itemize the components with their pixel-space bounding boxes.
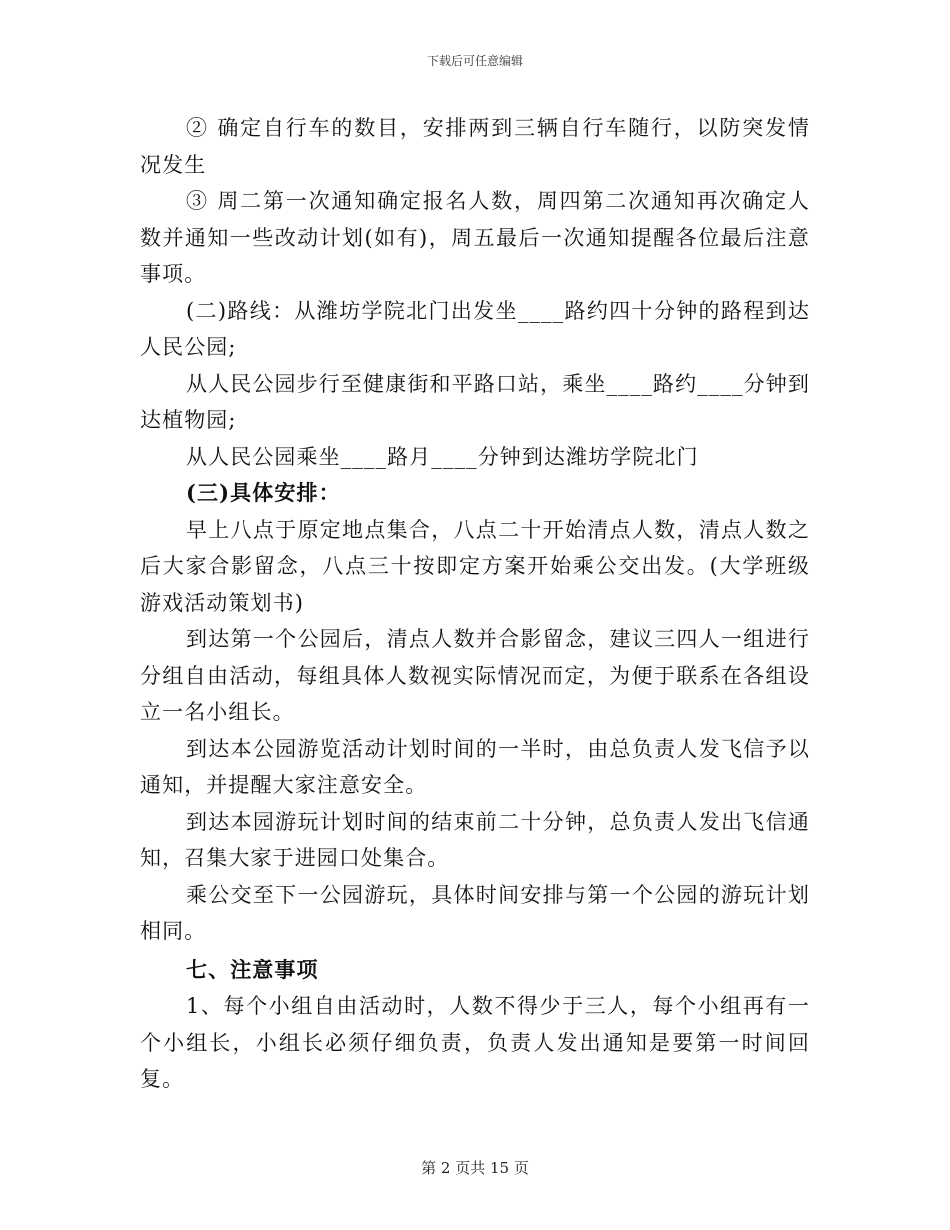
paragraph: ③ 周二第一次通知确定报名人数，周四第二次通知再次确定人数并通知一些改动计划(如有)，周五最后一次通知提醒各位最后注意事项。 <box>140 189 810 286</box>
paragraph: (二)路线：从潍坊学院北门出发坐____路约四十分钟的路程到达人民公园; <box>140 298 810 359</box>
paragraph: 1、每个小组自由活动时，人数不得少于三人，每个小组再有一个小组长，小组长必须仔细负责，负责人发出通知是要第一时间回复。 <box>140 994 810 1091</box>
paragraph: 乘公交至下一公园游玩，具体时间安排与第一个公园的游玩计划相同。 <box>140 882 810 943</box>
paragraph: 到达本园游玩计划时间的结束前二十分钟，总负责人发出飞信通知，召集大家于进园口处集合。 <box>140 809 810 870</box>
paragraph: ② 确定自行车的数目，安排两到三辆自行车随行，以防突发情况发生 <box>140 116 810 177</box>
paragraph: 到达本公园游览活动计划时间的一半时，由总负责人发飞信予以通知，并提醒大家注意安全。 <box>140 736 810 797</box>
paragraph: 早上八点于原定地点集合，八点二十开始清点人数，清点人数之后大家合影留念，八点三十按即定方案开始乘公交出发。(大学班级游戏活动策划书) <box>140 517 810 615</box>
paragraph: 从人民公园乘坐____路月____分钟到达潍坊学院北门 <box>186 444 699 469</box>
page-footer: 第 2 页共 15 页 <box>421 1159 529 1177</box>
section-heading: 七、注意事项 <box>186 956 319 982</box>
page-header: 下载后可任意编辑 <box>426 54 523 68</box>
paragraph: 从人民公园步行至健康街和平路口站，乘坐____路约____分钟到达植物园; <box>140 371 810 432</box>
document-body <box>140 110 810 1098</box>
paragraph: 到达第一个公园后，清点人数并合影留念，建议三四人一组进行分组自由活动，每组具体人数视实际情况而定，为便于联系在各组设立一名小组长。 <box>140 627 810 724</box>
section-heading: (三)具体安排： <box>186 480 341 505</box>
